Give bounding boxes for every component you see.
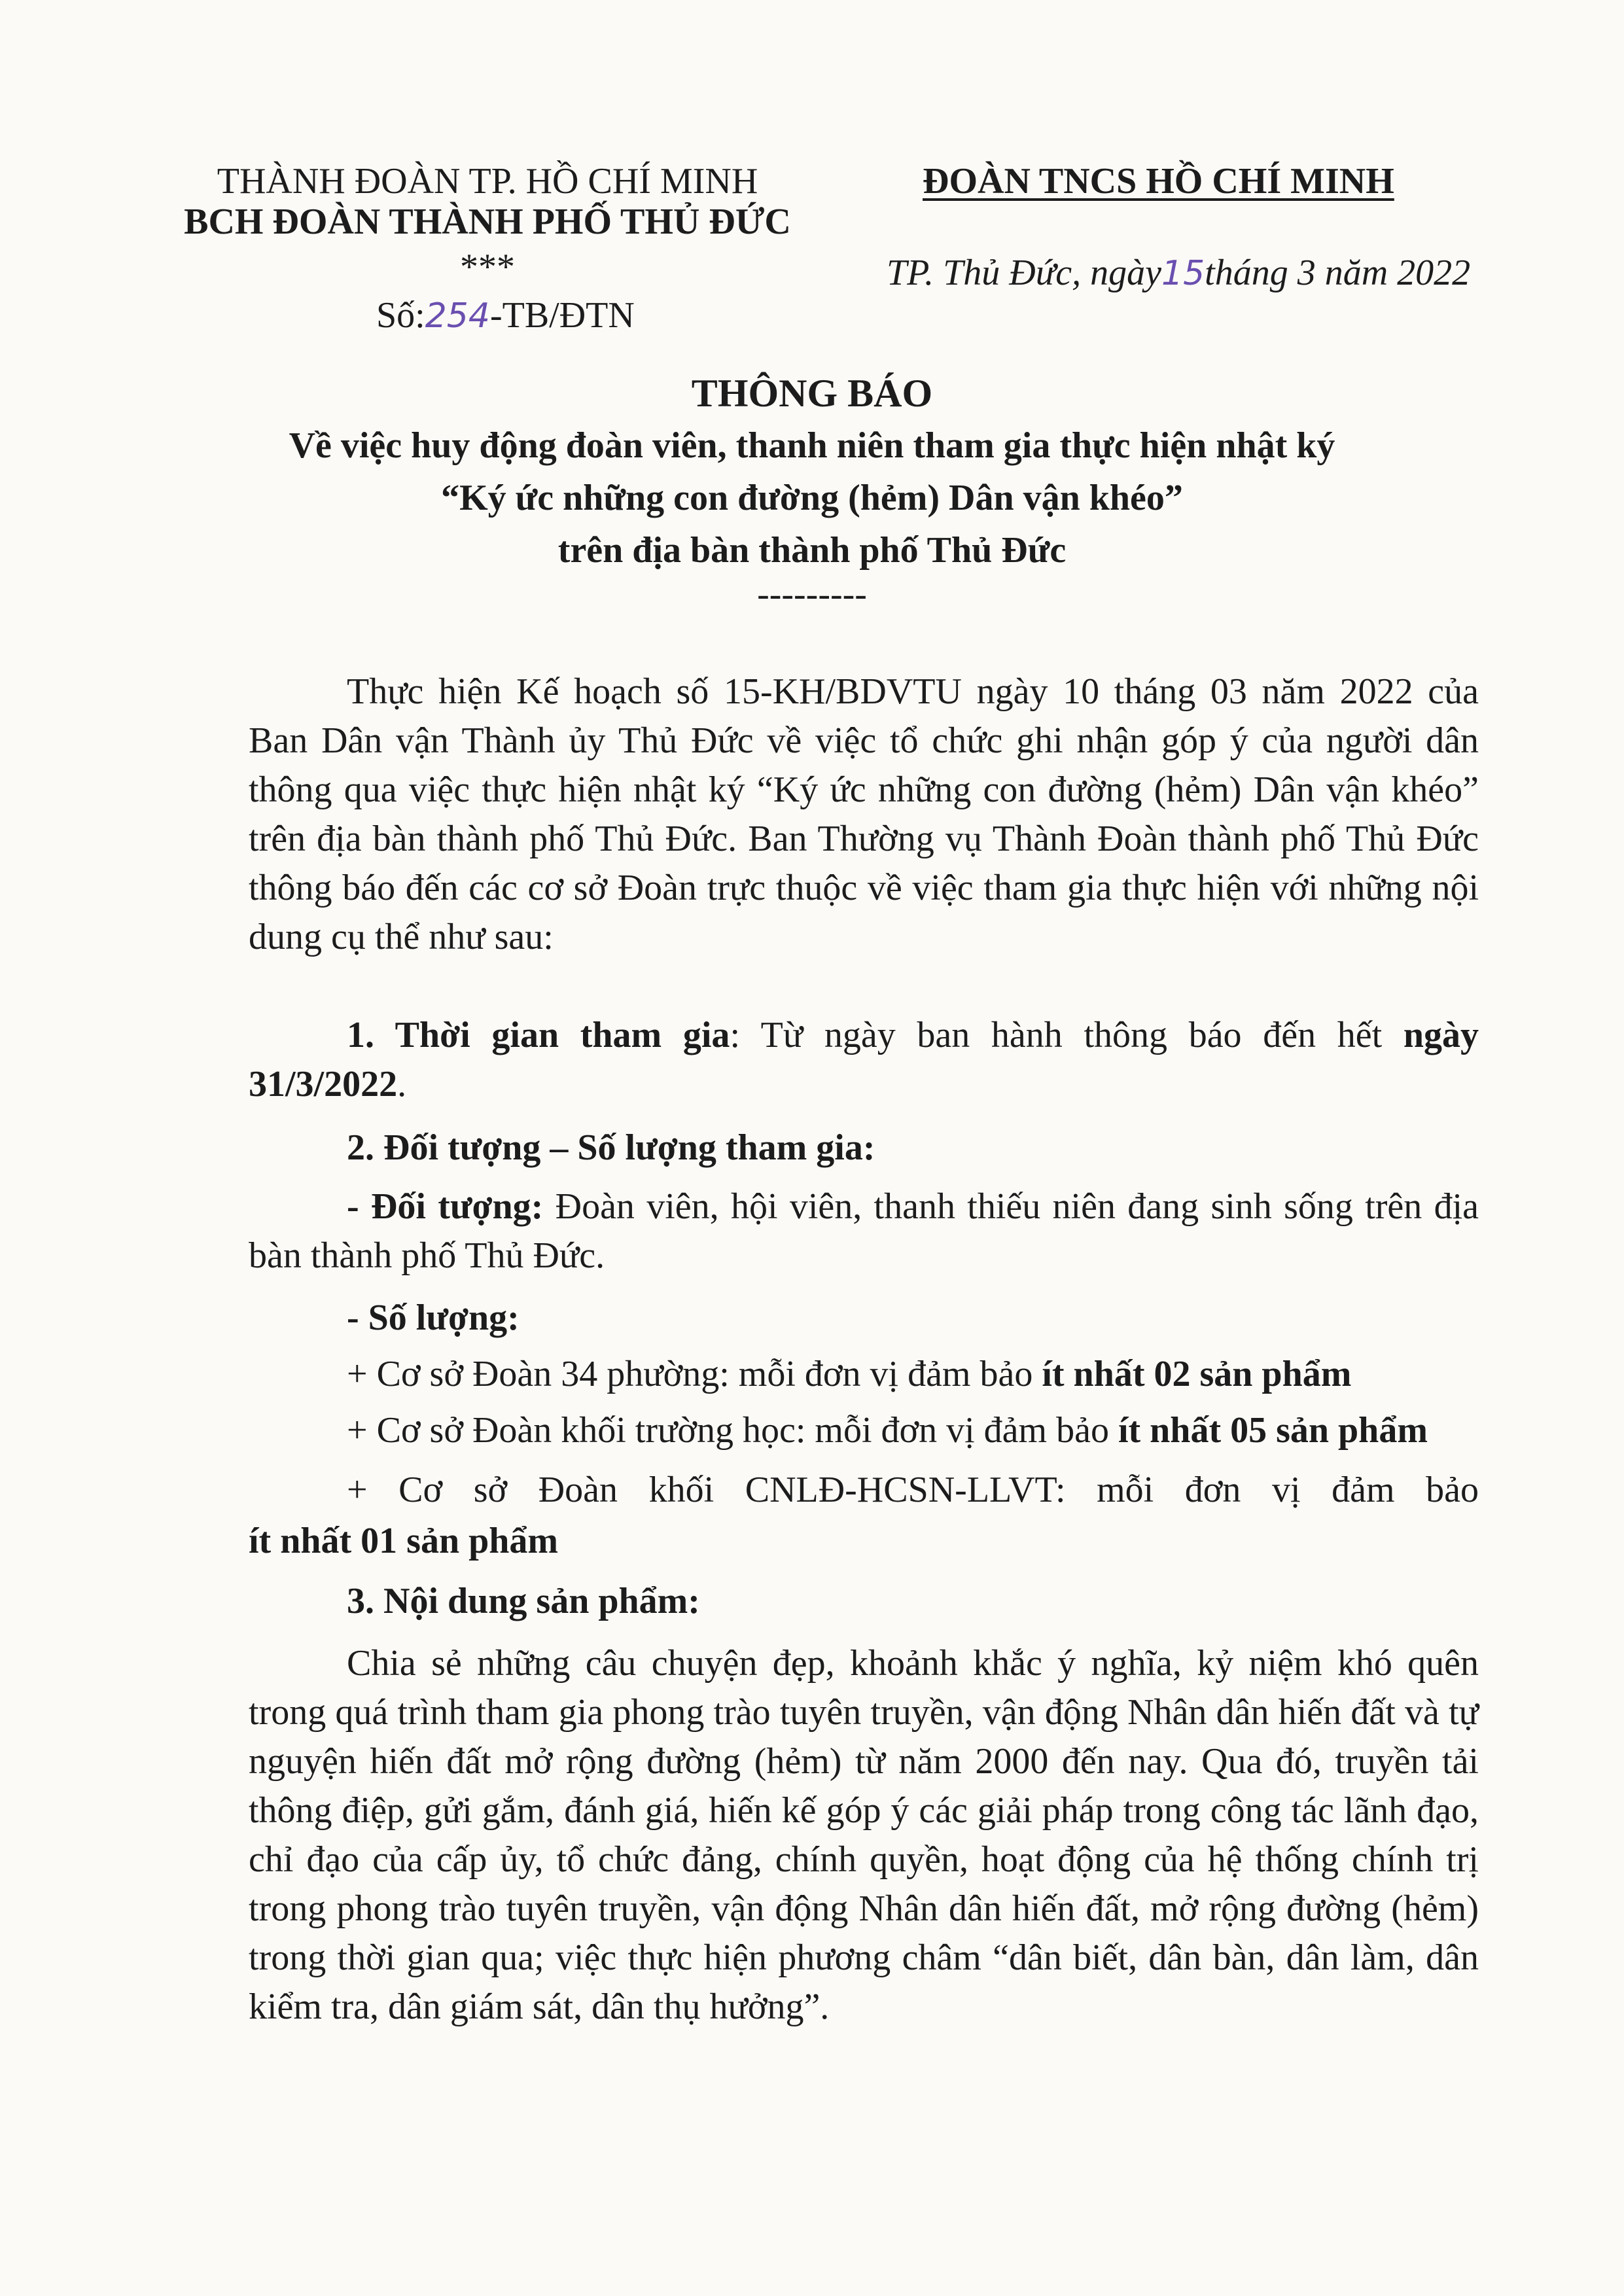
- quota-item-3-amount: ít nhất 01 sản phẩm: [249, 1521, 559, 1561]
- quota-item-1-text: + Cơ sở Đoàn 34 phường: mỗi đơn vị đảm bảo: [347, 1354, 1042, 1394]
- notice-title: THÔNG BÁO: [691, 372, 933, 415]
- document-number: [376, 294, 635, 337]
- date-prefix: TP. Thủ Đức, ngày: [887, 253, 1161, 293]
- quota-item-1-amount: ít nhất 02 sản phẩm: [1042, 1354, 1352, 1394]
- section-3-heading: 3. Nội dung sản phẩm:: [347, 1581, 700, 1621]
- quota-item-1: [347, 1350, 1351, 1399]
- org-name: BCH ĐOÀN THÀNH PHỐ THỦ ĐỨC: [184, 202, 791, 242]
- section-3-paragraph: [249, 1639, 1479, 2032]
- notice-subject-line-1: Về việc huy động đoàn viên, thanh niên tham gia thực hiện nhật ký: [289, 425, 1335, 466]
- document-number-suffix: -TB/ĐTN: [489, 295, 635, 336]
- quota-item-2-amount: ít nhất 05 sản phẩm: [1118, 1410, 1428, 1451]
- section-1-date: ngày 31/3/2022: [249, 1015, 1479, 1104]
- quota-item-2: [347, 1406, 1428, 1455]
- notice-subject-line-3: trên địa bàn thành phố Thủ Đức: [557, 530, 1067, 571]
- so-luong-label: - Số lượng:: [347, 1298, 520, 1338]
- section-2-heading: 2. Đối tượng – Số lượng tham gia:: [347, 1127, 875, 1168]
- document-date: [887, 252, 1470, 294]
- date-day: 15: [1161, 254, 1205, 293]
- org-right-title: ĐOÀN TNCS HỒ CHÍ MINH: [923, 161, 1394, 202]
- doi-tuong-text: Đoàn viên, hội viên, thanh thiếu niên đang sinh sống trên địa bàn thành phố Thủ Đức.: [249, 1186, 1479, 1276]
- section-1-text: : Từ ngày ban hành thông báo đến hết: [730, 1015, 1383, 1055]
- section-3-text: Chia sẻ những câu chuyện đẹp, khoảnh khắc ý nghĩa, kỷ niệm khó quên trong quá trình tham gia phong trào tuyên truyền, vận động Nhân dân hiến đất và tự nguyện hiến đất mở rộng đường (hẻm) từ năm 2000 đến nay. Qua đó, truyền tải thông điệp, gửi gắm, đánh giá, hiến kế góp ý các giải pháp trong công tác lãnh đạo, chỉ đạo của cấp ủy, tổ chức đảng, chính quyền, hoạt động của hệ thống chính trị trong phong trào tuyên truyền, vận động Nhân dân hiến đất, mở rộng đường (hẻm) trong thời gian qua; việc thực hiện phương châm “dân biết, dân bàn, dân làm, dân kiểm tra, dân giám sát, dân thụ hưởng”.: [249, 1643, 1479, 2027]
- notice-subject-line-2: “Ký ức những con đường (hẻm) Dân vận khéo”: [441, 478, 1183, 518]
- document-number-prefix: Số:: [376, 295, 425, 336]
- title-separator: ---------: [757, 574, 867, 614]
- intro-paragraph: [249, 667, 1479, 962]
- document-number-value: 254: [425, 296, 490, 336]
- section-1-end: .: [397, 1064, 407, 1104]
- quota-item-2-text: + Cơ sở Đoàn khối trường học: mỗi đơn vị đảm bảo: [347, 1410, 1118, 1451]
- section-2-doi-tuong: [249, 1182, 1479, 1280]
- doi-tuong-label: - Đối tượng:: [347, 1186, 544, 1227]
- quota-item-3-text: + Cơ sở Đoàn khối CNLĐ-HCSN-LLVT: mỗi đơn vị đảm bảo: [347, 1470, 1479, 1510]
- date-suffix: tháng 3 năm 2022: [1205, 253, 1471, 293]
- section-1: [249, 1011, 1479, 1109]
- section-1-label: 1. Thời gian tham gia: [347, 1015, 730, 1055]
- intro-text: Thực hiện Kế hoạch số 15-KH/BDVTU ngày 10 tháng 03 năm 2022 của Ban Dân vận Thành ủy Thủ Đức về việc tổ chức ghi nhận góp ý của người dân thông qua việc thực hiện nhật ký “Ký ức những con đường (hẻm) Dân vận khéo” trên địa bàn thành phố Thủ Đức. Ban Thường vụ Thành Đoàn thành phố Thủ Đức thông báo đến các cơ sở Đoàn trực thuộc về việc tham gia thực hiện với những nội dung cụ thể như sau:: [249, 671, 1479, 957]
- org-parent: THÀNH ĐOÀN TP. HỒ CHÍ MINH: [217, 161, 758, 202]
- stars-separator: ***: [460, 247, 515, 287]
